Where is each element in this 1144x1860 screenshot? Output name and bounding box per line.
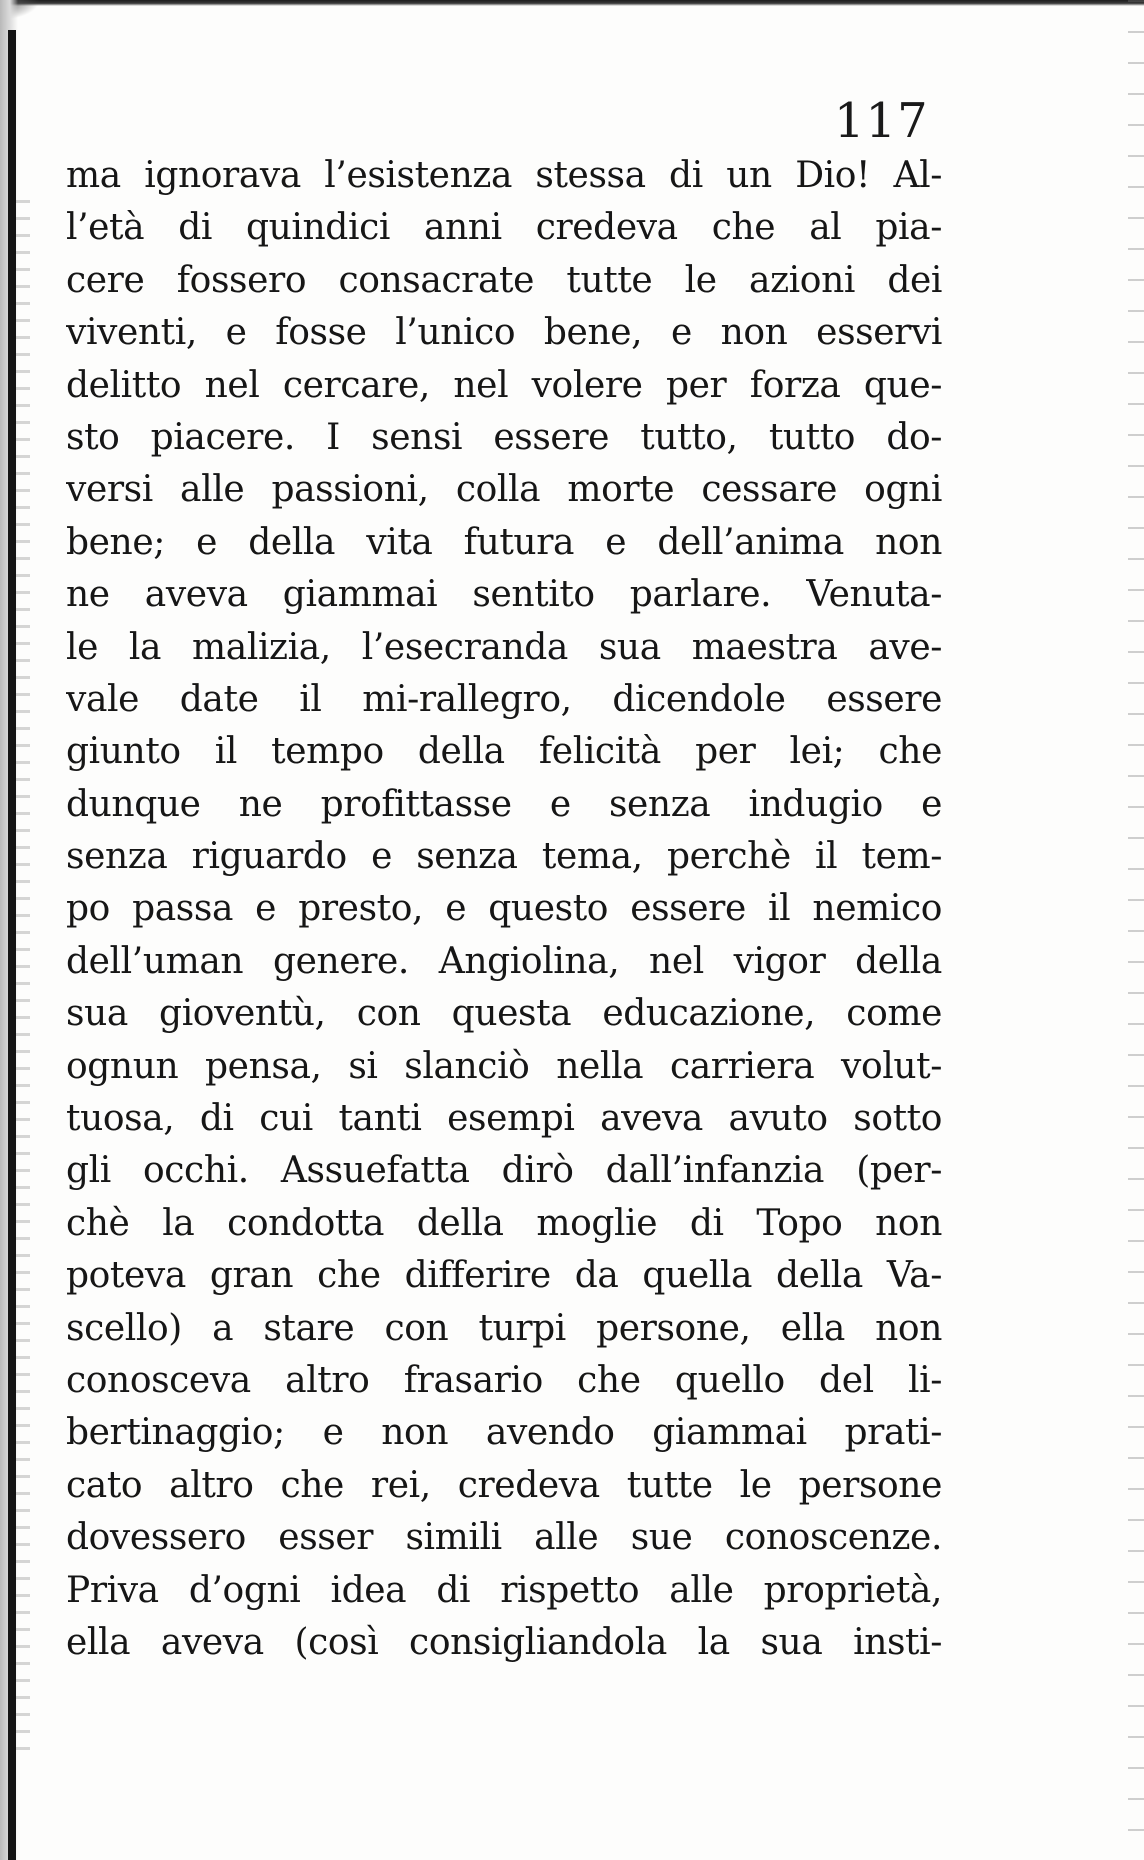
text-line: l’età di quindici anni credeva che al pia- — [66, 207, 942, 249]
text-line: scello) a stare con turpi persone, ella non — [66, 1307, 942, 1349]
text-line: gli occhi. Assuefatta dirò dall’infanzia (per- — [66, 1150, 942, 1192]
page-binding-texture — [16, 200, 30, 1760]
text-line: vale date il mi-rallegro, dicendole essere — [66, 678, 942, 720]
text-line: viventi, e fosse l’unico bene, e non esservi — [66, 312, 942, 354]
text-line: dell’uman genere. Angiolina, nel vigor della — [66, 940, 942, 982]
text-line: cato altro che rei, credeva tutte le persone — [66, 1464, 942, 1506]
text-line: po passa e presto, e questo essere il nemico — [66, 888, 942, 930]
text-line: dovessero esser simili alle sue conoscenze. — [66, 1517, 942, 1559]
text-line: bertinaggio; e non avendo giammai prati- — [66, 1412, 942, 1454]
page-number: 117 — [834, 93, 929, 149]
text-line: poteva gran che differire da quella della Va- — [66, 1255, 942, 1297]
text-line: Priva d’ogni idea di rispetto alle proprietà, — [66, 1569, 942, 1611]
text-line: ella aveva (così consigliandola la sua insti- — [66, 1621, 942, 1663]
text-line: bene; e della vita futura e dell’anima non — [66, 521, 942, 563]
text-line: le la malizia, l’esecranda sua maestra ave- — [66, 626, 942, 668]
page-binding-edge — [8, 30, 16, 1860]
text-line: conosceva altro frasario che quello del li- — [66, 1359, 942, 1401]
text-line: ognun pensa, si slanciò nella carriera volut- — [66, 1045, 942, 1087]
text-line: tuosa, di cui tanti esempi aveva avuto sotto — [66, 1098, 942, 1140]
text-line: senza riguardo e senza tema, perchè il tem- — [66, 836, 942, 878]
text-line: giunto il tempo della felicità per lei; che — [66, 731, 942, 773]
text-line: dunque ne profittasse e senza indugio e — [66, 783, 942, 825]
body-text — [66, 150, 942, 1710]
text-line: chè la condotta della moglie di Topo non — [66, 1202, 942, 1244]
page-top-edge — [0, 0, 1144, 6]
text-line: sto piacere. I sensi essere tutto, tutto do- — [66, 416, 942, 458]
text-line: delitto nel cercare, nel volere per forza que- — [66, 364, 942, 406]
page-right-edge — [1128, 0, 1144, 1860]
text-line: ma ignorava l’esistenza stessa di un Dio! Al- — [66, 155, 942, 196]
text-line: cere fossero consacrate tutte le azioni dei — [66, 259, 942, 301]
text-line: versi alle passioni, colla morte cessare ogni — [66, 469, 942, 511]
text-line: ne aveva giammai sentito parlare. Venuta- — [66, 574, 942, 616]
text-line: sua gioventù, con questa educazione, come — [66, 993, 942, 1035]
